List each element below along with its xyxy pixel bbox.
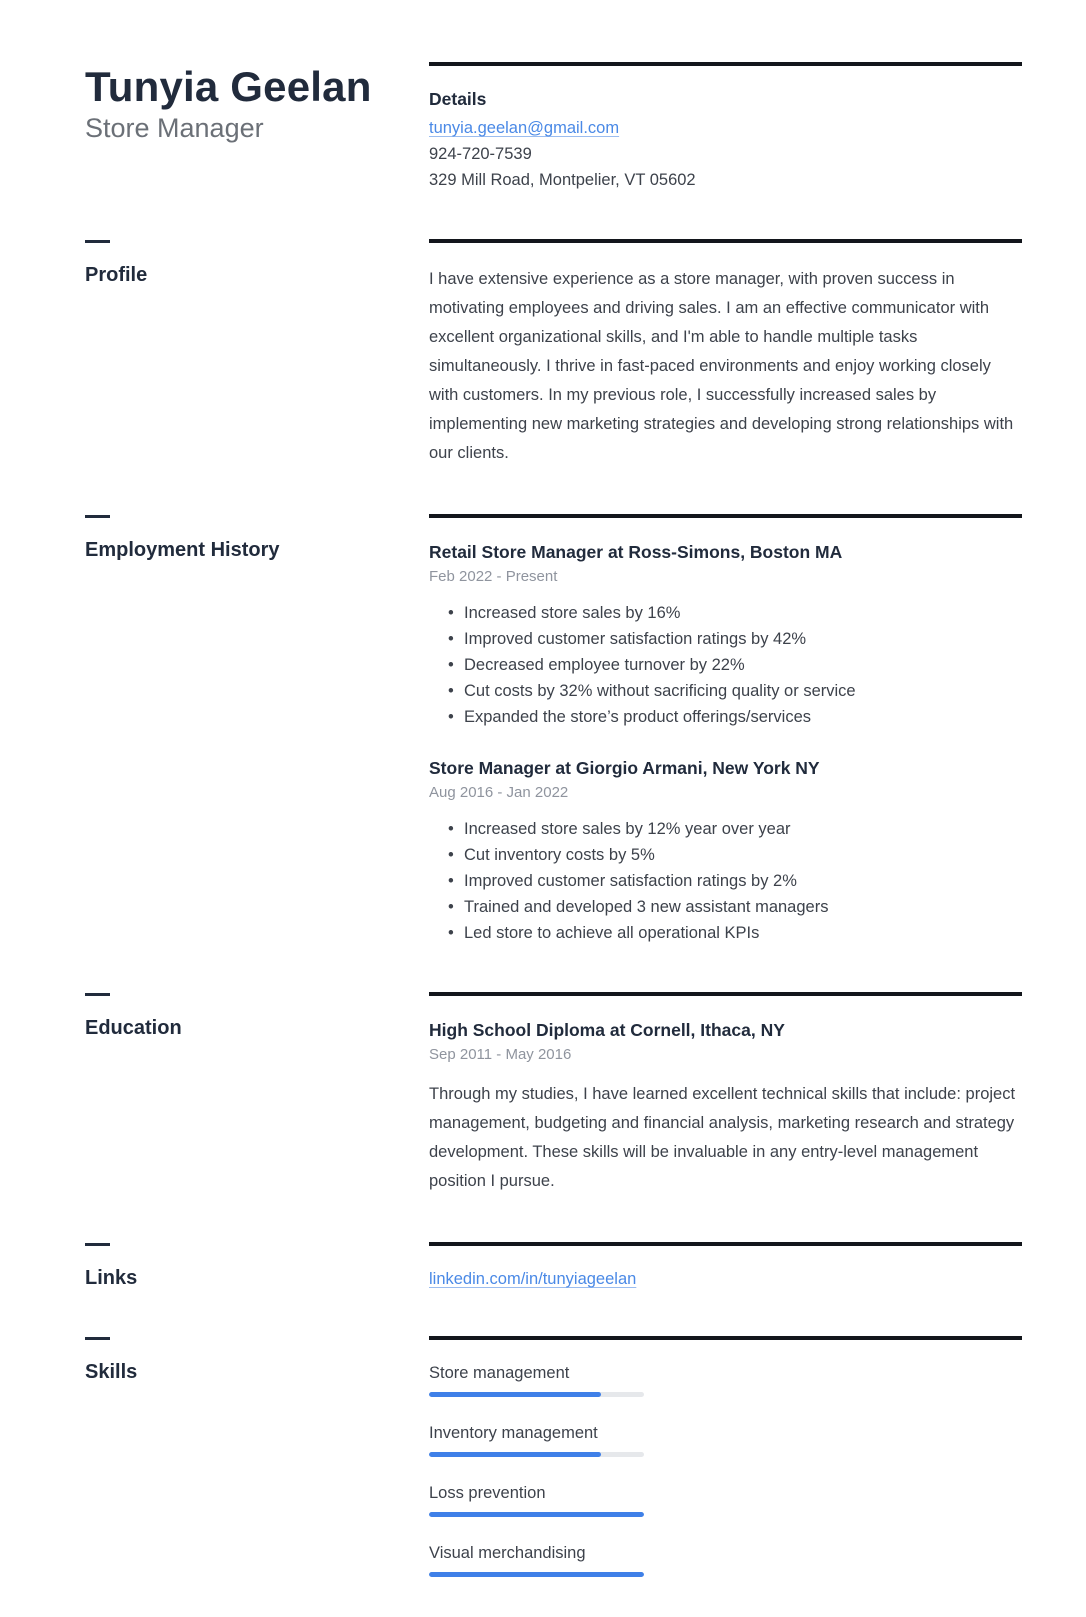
section-dash xyxy=(85,515,110,518)
profile-body xyxy=(429,239,1022,468)
job-title: Store Manager at Giorgio Armani, New York NY xyxy=(429,758,820,778)
job-bullet: • Expanded the store’s product offerings/services xyxy=(429,704,1022,730)
header-left xyxy=(85,62,429,193)
links-section xyxy=(85,1242,1022,1290)
job-title: Retail Store Manager at Ross-Simons, Boston MA xyxy=(429,542,843,562)
job-bullet: • Led store to achieve all operational KPIs xyxy=(429,920,1022,946)
skill-item xyxy=(429,1484,1022,1517)
job-dates: Feb 2022 - Present xyxy=(429,568,558,585)
section-dash xyxy=(85,240,110,243)
job-bullet-list xyxy=(429,816,1022,946)
contact-block xyxy=(429,115,1022,193)
job-bullet: • Improved customer satisfaction ratings by 42% xyxy=(429,626,1022,652)
education-left xyxy=(85,992,429,1196)
section-divider xyxy=(429,1242,1022,1246)
skill-label: Loss prevention xyxy=(429,1484,546,1502)
profile-left xyxy=(85,239,429,468)
person-job-title: Store Manager xyxy=(85,113,264,144)
skill-bar-fill xyxy=(429,1392,601,1397)
skill-bar-track xyxy=(429,1572,644,1577)
skills-heading: Skills xyxy=(85,1361,138,1383)
job-entry xyxy=(429,758,1022,946)
employment-section xyxy=(85,514,1022,946)
education-heading: Education xyxy=(85,1017,182,1039)
job-dates: Aug 2016 - Jan 2022 xyxy=(429,784,569,801)
job-bullet: • Cut costs by 32% without sacrificing quality or service xyxy=(429,678,1022,704)
skills-section xyxy=(85,1336,1022,1577)
links-left xyxy=(85,1242,429,1290)
section-dash xyxy=(85,993,110,996)
job-bullet: • Increased store sales by 16% xyxy=(429,600,1022,626)
job-bullet: • Trained and developed 3 new assistant managers xyxy=(429,894,1022,920)
linkedin-link[interactable]: linkedin.com/in/tunyiageelan xyxy=(429,1270,637,1288)
education-dates: Sep 2011 - May 2016 xyxy=(429,1046,572,1063)
links-heading: Links xyxy=(85,1267,138,1289)
job-entry xyxy=(429,542,1022,730)
section-divider xyxy=(429,992,1022,996)
education-body xyxy=(429,992,1022,1196)
skills-body xyxy=(429,1336,1022,1577)
education-entry xyxy=(429,1020,1022,1196)
skill-label: Inventory management xyxy=(429,1424,598,1442)
employment-left xyxy=(85,514,429,946)
details-heading: Details xyxy=(429,89,487,109)
skill-label: Visual merchandising xyxy=(429,1544,586,1562)
job-bullet: • Cut inventory costs by 5% xyxy=(429,842,1022,868)
skill-bar-track xyxy=(429,1512,644,1517)
employment-body xyxy=(429,514,1022,946)
person-name: Tunyia Geelan xyxy=(85,63,372,110)
skill-item xyxy=(429,1364,1022,1397)
job-bullet: • Increased store sales by 12% year over year xyxy=(429,816,1022,842)
skill-bar-fill xyxy=(429,1572,644,1577)
details-block xyxy=(429,62,1022,193)
skills-left xyxy=(85,1336,429,1577)
section-divider xyxy=(429,62,1022,66)
skill-label: Store management xyxy=(429,1364,570,1382)
links-body xyxy=(429,1242,1022,1290)
section-divider xyxy=(429,239,1022,243)
profile-section xyxy=(85,239,1022,468)
skill-bar-fill xyxy=(429,1512,644,1517)
job-bullet-list xyxy=(429,600,1022,730)
job-bullet: • Decreased employee turnover by 22% xyxy=(429,652,1022,678)
header-section xyxy=(85,62,1022,193)
skill-item xyxy=(429,1424,1022,1457)
profile-heading: Profile xyxy=(85,264,148,286)
skill-bar-track xyxy=(429,1392,644,1397)
profile-text: I have extensive experience as a store manager, with proven success in motivating employees and driving sales. I am an effective communicator with excellent organizational skills, and I'm able to handle multiple tasks simultaneously. I thrive in fast-paced environments and enjoy working closely with customers. In my previous role, I successfully increased sales by implementing new marketing strategies and developing strong relationships with our clients. xyxy=(429,270,1014,462)
education-section xyxy=(85,992,1022,1196)
phone-number: 924-720-7539 xyxy=(429,145,532,163)
section-divider xyxy=(429,1336,1022,1340)
job-bullet: • Improved customer satisfaction ratings by 2% xyxy=(429,868,1022,894)
skills-list xyxy=(429,1364,1022,1577)
email-link[interactable]: tunyia.geelan@gmail.com xyxy=(429,119,620,137)
skill-bar-track xyxy=(429,1452,644,1457)
section-dash xyxy=(85,1337,110,1340)
section-dash xyxy=(85,1243,110,1246)
education-text: Through my studies, I have learned excellent technical skills that include: project management, budgeting and financial analysis, marketing research and strategy development. These skills will be invaluable in any entry-level management position I pursue. xyxy=(429,1085,1016,1190)
section-divider xyxy=(429,514,1022,518)
employment-heading: Employment History xyxy=(85,539,280,561)
skill-bar-fill xyxy=(429,1452,601,1457)
postal-address: 329 Mill Road, Montpelier, VT 05602 xyxy=(429,171,696,189)
skill-item xyxy=(429,1544,1022,1577)
education-title: High School Diploma at Cornell, Ithaca, NY xyxy=(429,1020,785,1040)
